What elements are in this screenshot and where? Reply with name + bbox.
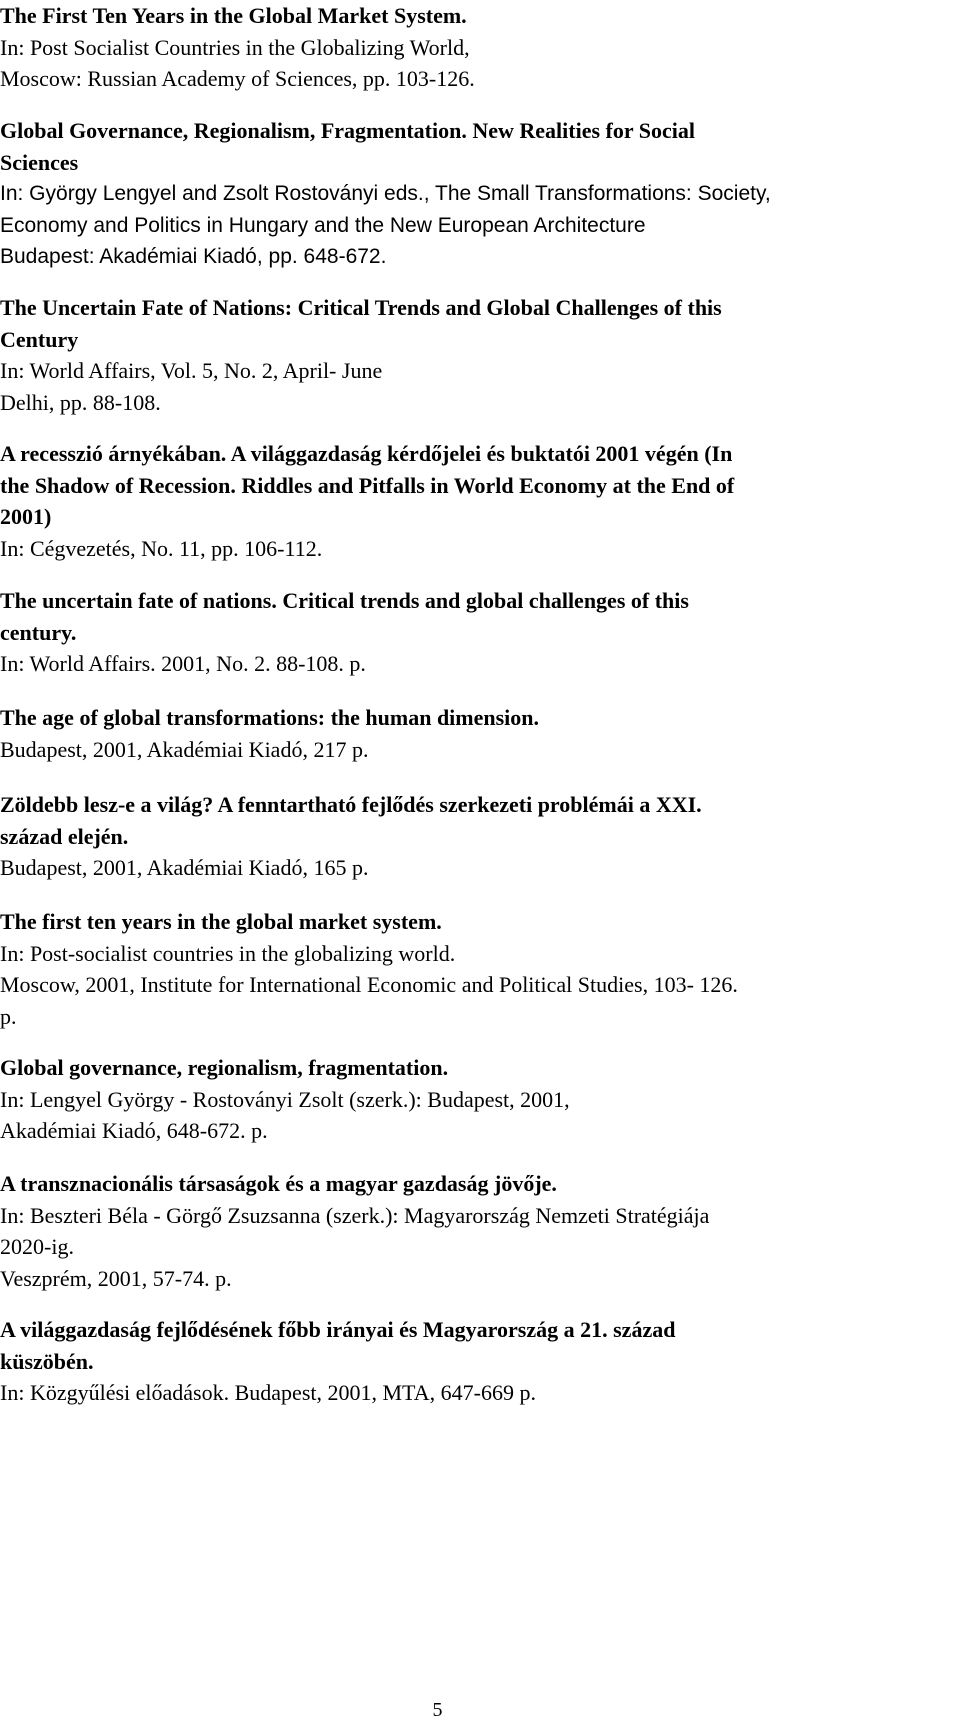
entry-title: The age of global transformations: the human dimension. [0,705,540,730]
entry-title: The first ten years in the global market system. [0,909,442,934]
entry-title: Global Governance, Regionalism, Fragmentation. New Realities for Social [0,118,695,143]
entry-detail: In: World Affairs, Vol. 5, No. 2, April- June [0,358,383,383]
entry-detail: Veszprém, 2001, 57-74. p. [0,1265,232,1291]
bibliography-entry [0,789,945,884]
page-number: 5 [432,1699,443,1721]
entry-title: Global governance, regionalism, fragmentation. [0,1055,449,1080]
entry-title: 2001) [0,504,52,529]
bibliography-entry [0,906,945,1032]
entry-detail: Moscow, 2001, Institute for International Economic and Political Studies, 103- 126. [0,972,738,997]
entry-detail: Akadémiai Kiadó, 648-672. p. [0,1118,268,1143]
entry-title: A recesszió árnyékában. A világgazdaság kérdőjelei és buktatói 2001 végén (In [0,441,733,466]
entry-detail: 2020-ig. [0,1234,74,1259]
entry-detail: In: Lengyel György - Rostoványi Zsolt (szerk.): Budapest, 2001, [0,1086,570,1112]
bibliography-entry [0,0,945,95]
entry-detail: In: Beszteri Béla - Görgő Zsuzsanna (szerk.): Magyarország Nemzeti Stratégiája [0,1202,710,1228]
entry-title: A világgazdaság fejlődésének főbb irányai és Magyarország a 21. század [0,1317,676,1342]
entry-title: The First Ten Years in the Global Market System. [0,3,467,28]
bibliography-entry [0,1314,945,1409]
bibliography-entry [0,702,945,765]
entry-detail: In: Cégvezetés, No. 11, pp. 106-112. [0,535,323,561]
entry-detail: In: Közgyűlési előadások. Budapest, 2001, MTA, 647-669 p. [0,1380,536,1405]
entry-title: The uncertain fate of nations. Critical trends and global challenges of this [0,588,689,613]
entry-title: Zöldebb lesz-e a világ? A fenntartható fejlődés szerkezeti problémái a XXI. [0,792,702,817]
entry-detail: Budapest: Akadémiai Kiadó, pp. 648-672. [0,245,387,268]
bibliography-entry [0,438,945,564]
entry-title: century. [0,619,77,645]
entry-detail: Budapest, 2001, Akadémiai Kiadó, 165 p. [0,855,369,880]
entry-title: küszöbén. [0,1348,94,1374]
entry-title: Century [0,326,79,352]
bibliography-entry [0,115,945,273]
bibliography-entry [0,585,945,680]
entry-detail: In: World Affairs. 2001, No. 2. 88-108. p. [0,651,366,676]
entry-title: the Shadow of Recession. Riddles and Pitfalls in World Economy at the End of [0,472,735,498]
entry-detail: In: Post-socialist countries in the globalizing world. [0,940,456,966]
entry-title: Sciences [0,149,79,175]
entry-title: század elején. [0,823,129,849]
entry-title: A transznacionális társaságok és a magyar gazdaság jövője. [0,1171,557,1196]
entry-detail: p. [0,1003,17,1029]
bibliography-entry [0,1052,945,1147]
entry-detail: Delhi, pp. 88-108. [0,389,161,415]
entry-detail: In: György Lengyel and Zsolt Rostoványi eds., The Small Transformations: Society, [0,182,771,205]
entry-detail: In: Post Socialist Countries in the Globalizing World, [0,34,470,60]
entry-detail: Moscow: Russian Academy of Sciences, pp. 103-126. [0,66,475,91]
bibliography-entry [0,1168,945,1294]
entry-detail: Budapest, 2001, Akadémiai Kiadó, 217 p. [0,736,369,762]
bibliography-entry [0,292,945,418]
entry-title: The Uncertain Fate of Nations: Critical Trends and Global Challenges of this [0,295,722,320]
entry-detail: Economy and Politics in Hungary and the New European Architecture [0,213,646,237]
